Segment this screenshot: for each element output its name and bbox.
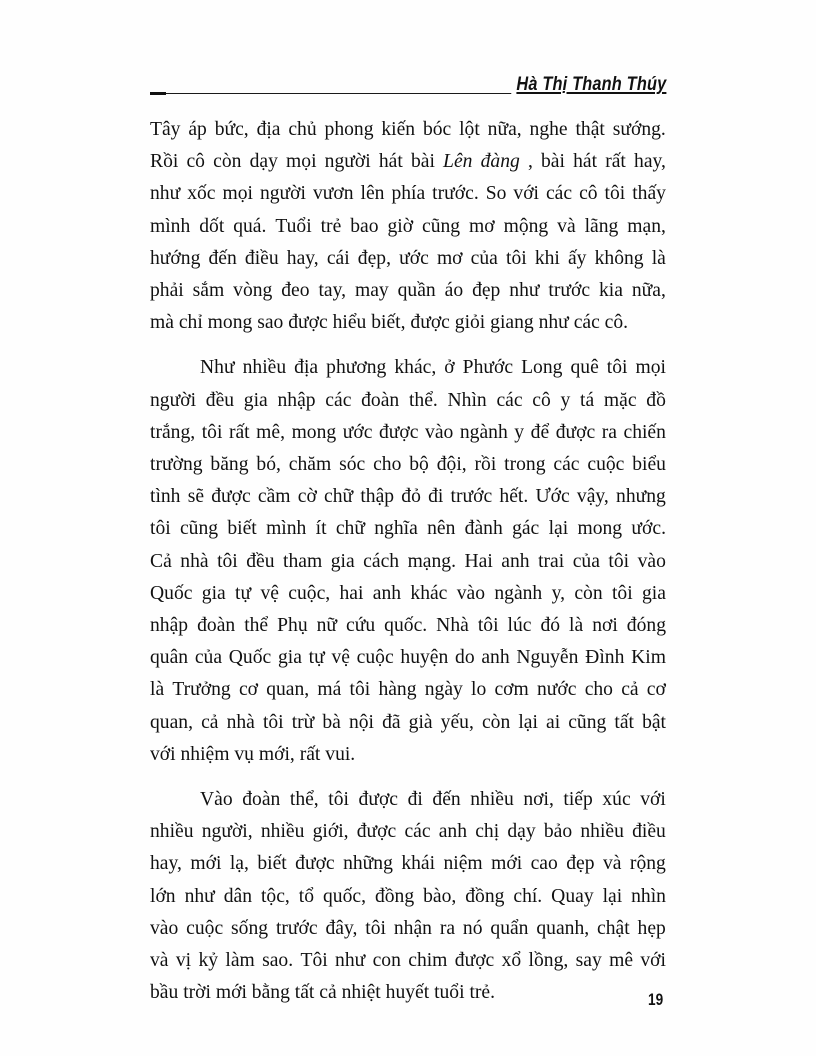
- text-line: mình dốt quá. Tuổi trẻ bao giờ cũng mơ mộng và lãng mạn,: [150, 215, 666, 237]
- text-line: hay, mới lạ, biết được những khái niệm mới cao đẹp và rộng: [150, 853, 666, 875]
- text-line: và vị kỷ làm sao. Tôi như con chim được xổ lồng, say mê với: [150, 950, 666, 972]
- text-line: lớn như dân tộc, tổ quốc, đồng bào, đồng chí. Quay lại nhìn: [150, 885, 666, 907]
- text-line: Như nhiều địa phương khác, ở Phước Long quê tôi mọi: [200, 357, 666, 379]
- page-number: 19: [648, 990, 664, 1009]
- text-line: Vào đoàn thể, tôi được đi đến nhiều nơi, tiếp xúc với: [200, 789, 666, 811]
- text-line: phải sắm vòng đeo tay, may quần áo đẹp như trước kia nữa,: [150, 280, 666, 302]
- text-line: nhiều người, nhiều giới, được các anh chị dạy bảo nhiều điều: [150, 821, 666, 843]
- text-line: người đều gia nhập các đoàn thể. Nhìn các cô y tá mặc đồ: [150, 389, 666, 411]
- text-line: tình sẽ được cầm cờ chữ thập đỏ đi trước hết. Ước vậy, nhưng: [150, 486, 666, 508]
- paragraph: [150, 784, 666, 1009]
- text-line: trường băng bó, chăm sóc cho bộ đội, rồi trong các cuộc biểu: [150, 454, 666, 476]
- text-line: Rồi cô còn dạy mọi người hát bài Lên đàng , bài hát rất hay,: [150, 151, 666, 173]
- header-author: Hà Thị Thanh Thúy: [511, 74, 666, 96]
- text-line: mà chỉ mong sao được hiểu biết, được giỏi giang như các cô.: [150, 312, 629, 334]
- paragraph: [150, 352, 666, 771]
- text-line: Tây áp bức, địa chủ phong kiến bóc lột nữa, nghe thật sướng.: [150, 119, 666, 140]
- paragraph: [150, 114, 666, 339]
- text-line: quân của Quốc gia tự vệ cuộc huyện do anh Nguyễn Đình Kim: [150, 647, 666, 669]
- text-line: Cả nhà tôi đều tham gia cách mạng. Hai anh trai của tôi vào: [150, 550, 666, 572]
- text-line: tôi cũng biết mình ít chữ nghĩa nên đành gác lại mong ước.: [150, 518, 666, 540]
- text-line: trắng, tôi rất mê, mong ước được vào ngành y để được ra chiến: [150, 421, 666, 443]
- text-line: Quốc gia tự vệ cuộc, hai anh khác vào ngành y, còn tôi gia: [150, 582, 666, 604]
- text-line: là Trưởng cơ quan, má tôi hàng ngày lo cơm nước cho cả cơ: [150, 679, 666, 701]
- header-rule-mark: [150, 92, 166, 95]
- text-line: hướng đến điều hay, cái đẹp, ước mơ của tôi khi ấy không là: [150, 247, 666, 269]
- text-line: như xốc mọi người vươn lên phía trước. So với các cô tôi thấy: [150, 183, 666, 205]
- text-line: quan, cả nhà tôi trừ bà nội đã già yếu, còn lại ai cũng tất bật: [150, 711, 666, 733]
- running-header: [150, 74, 666, 96]
- text-line: bầu trời mới bằng tất cả nhiệt huyết tuổi trẻ.: [150, 982, 496, 1004]
- text-line: với nhiệm vụ mới, rất vui.: [150, 743, 356, 765]
- body-text: [150, 114, 666, 1009]
- text-line: nhập đoàn thể Phụ nữ cứu quốc. Nhà tôi lúc đó là nơi đóng: [150, 615, 666, 637]
- text-line: vào cuộc sống trước đây, tôi nhận ra nó quẩn quanh, chật hẹp: [150, 917, 666, 939]
